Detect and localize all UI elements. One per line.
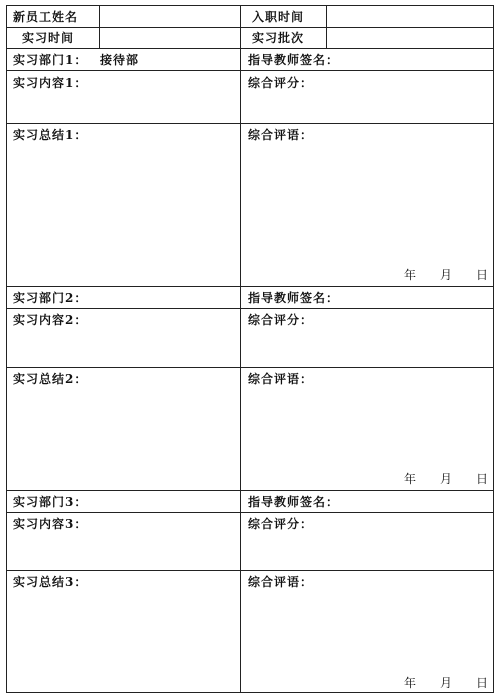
batch-label: 实习批次	[252, 31, 305, 45]
dept-label: 实习部门3：	[13, 495, 88, 509]
mentor-signature-label: 指导教师签名：	[248, 53, 340, 67]
rule	[6, 48, 494, 49]
comment-area[interactable]	[241, 571, 492, 691]
score-area[interactable]	[241, 513, 492, 569]
rule	[6, 490, 494, 491]
name-label: 新员工姓名	[13, 10, 79, 24]
intern-time-label: 实习时间	[22, 31, 75, 45]
summary-label: 实习总结3：	[13, 575, 88, 589]
date-year: 年	[404, 676, 417, 690]
score-area[interactable]	[241, 71, 492, 122]
date-month: 月	[440, 472, 453, 486]
summary-label: 实习总结1：	[13, 128, 88, 142]
hire-time-field[interactable]	[327, 6, 492, 26]
score-label: 综合评分：	[248, 313, 314, 327]
date-day: 日	[476, 676, 489, 690]
summary-area[interactable]	[7, 571, 239, 691]
date-year: 年	[404, 472, 417, 486]
comment-area[interactable]	[241, 368, 492, 489]
comment-label: 综合评语：	[248, 372, 314, 386]
comment-label: 综合评语：	[248, 128, 314, 142]
content-area[interactable]	[7, 71, 239, 122]
comment-label: 综合评语：	[248, 575, 314, 589]
content-area[interactable]	[7, 513, 239, 569]
score-area[interactable]	[241, 309, 492, 366]
hire-time-label: 入职时间	[252, 10, 305, 24]
mentor-signature-label: 指导教师签名：	[248, 495, 340, 509]
score-label: 综合评分：	[248, 76, 314, 90]
intern-time-field[interactable]	[100, 28, 239, 47]
summary-area[interactable]	[7, 124, 239, 285]
summary-area[interactable]	[7, 368, 239, 489]
batch-field[interactable]	[327, 28, 492, 47]
dept-label: 实习部门2：	[13, 291, 88, 305]
content-area[interactable]	[7, 309, 239, 366]
dept-value[interactable]: 接待部	[100, 53, 140, 67]
content-label: 实习内容2：	[13, 313, 88, 327]
dept-label: 实习部门1：	[13, 53, 88, 67]
rule	[6, 692, 494, 693]
name-field[interactable]	[100, 6, 239, 26]
date-day: 日	[476, 472, 489, 486]
content-label: 实习内容3：	[13, 517, 88, 531]
comment-area[interactable]	[241, 124, 492, 285]
rule	[493, 5, 494, 692]
score-label: 综合评分：	[248, 517, 314, 531]
rule	[6, 286, 494, 287]
mentor-signature-label: 指导教师签名：	[248, 291, 340, 305]
summary-label: 实习总结2：	[13, 372, 88, 386]
date-year: 年	[404, 268, 417, 282]
content-label: 实习内容1：	[13, 76, 88, 90]
date-month: 月	[440, 268, 453, 282]
date-day: 日	[476, 268, 489, 282]
date-month: 月	[440, 676, 453, 690]
